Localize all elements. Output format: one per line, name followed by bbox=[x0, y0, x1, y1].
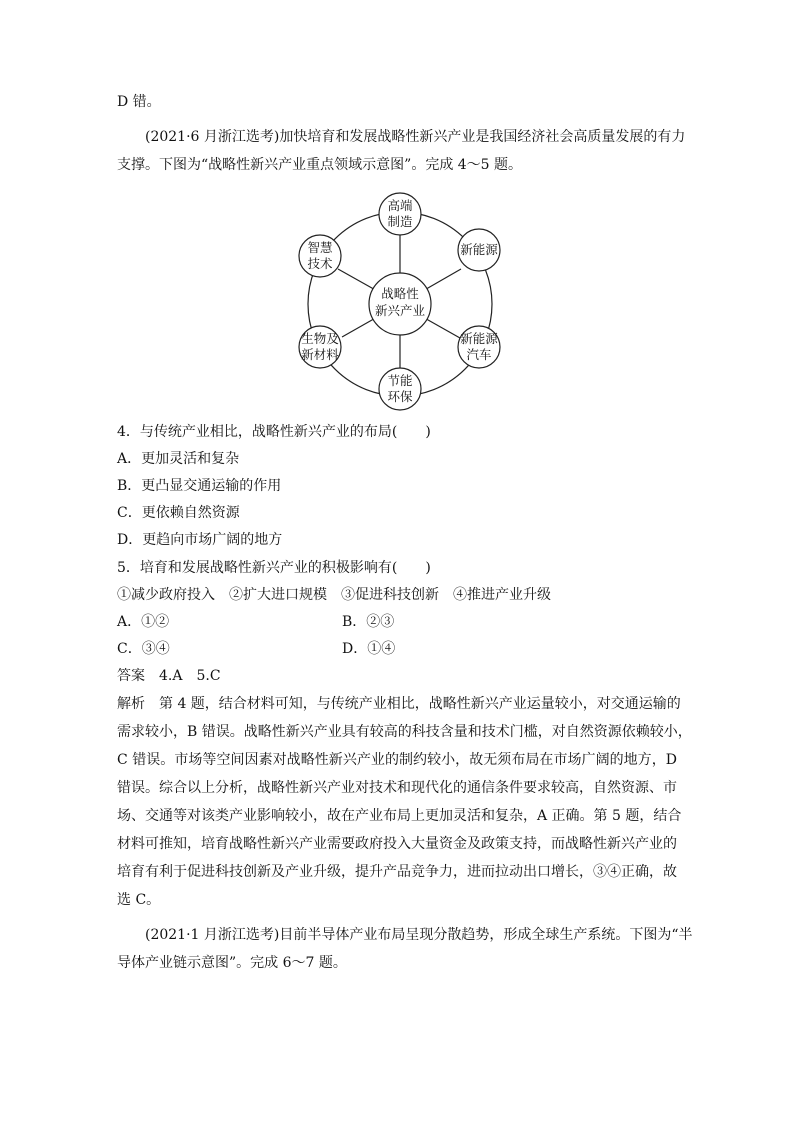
answer-line: 答案 4.A 5.C bbox=[117, 668, 221, 684]
explanation-line-5: 场、交通等对该类产业影响较小，故在产业布局上更加灵活和复杂，A 正确。第 5 题，结合 bbox=[117, 808, 682, 824]
node-top-label-2: 制造 bbox=[387, 214, 413, 229]
node-upper-left-label-2: 技术 bbox=[307, 256, 333, 271]
question-5-option-d: D．①④ bbox=[342, 641, 396, 657]
next-paragraph-line-2: 导体产业链示意图”。完成 6～7 题。 bbox=[117, 955, 347, 971]
node-lower-left-label-1: 生物及 bbox=[301, 331, 339, 346]
node-upper-right-label: 新能源 bbox=[460, 242, 498, 257]
explanation-line-1: 解析 第 4 题，结合材料可知，与传统产业相比，战略性新兴产业运量较小，对交通运输的 bbox=[117, 696, 681, 712]
question-4-option-a: A．更加灵活和复杂 bbox=[117, 451, 240, 467]
node-lower-left-label-2: 新材料 bbox=[301, 347, 339, 362]
node-bottom-label-2: 环保 bbox=[387, 389, 413, 404]
question-5-stem: 5．培育和发展战略性新兴产业的积极影响有( ) bbox=[117, 560, 431, 576]
explanation-line-6: 材料可推知，培育战略性新兴产业需要政府投入大量资金及政策支持，而战略性新兴产业的 bbox=[117, 836, 677, 852]
explanation-line-3: C 错误。市场等空间因素对战略性新兴产业的制约较小，故无须布局在市场广阔的地方，D bbox=[117, 752, 677, 768]
question-4-option-d: D．更趋向市场广阔的地方 bbox=[117, 532, 283, 548]
question-5-option-a: A．①② bbox=[117, 614, 170, 630]
node-lower-right-label-2: 汽车 bbox=[466, 347, 492, 362]
question-5-statements: ①减少政府投入 ②扩大进口规模 ③促进科技创新 ④推进产业升级 bbox=[117, 587, 551, 603]
node-top-label-1: 高端 bbox=[387, 198, 413, 213]
center-label-2: 新兴产业 bbox=[374, 303, 426, 318]
question-5-option-b: B．②③ bbox=[342, 614, 395, 630]
intro-paragraph-line-1: (2021·6 月浙江选考)加快培育和发展战略性新兴产业是我国经济社会高质量发展的有力 bbox=[145, 129, 686, 145]
strategic-industries-diagram bbox=[290, 190, 512, 412]
prev-answer-tail: D 错。 bbox=[117, 94, 161, 110]
node-upper-left-label-1: 智慧 bbox=[307, 240, 333, 255]
question-4-option-b: B．更凸显交通运输的作用 bbox=[117, 478, 282, 494]
question-4-stem: 4．与传统产业相比，战略性新兴产业的布局( ) bbox=[117, 424, 431, 440]
intro-paragraph-line-2: 支撑。下图为“战略性新兴产业重点领域示意图”。完成 4～5 题。 bbox=[117, 157, 523, 173]
center-label-1: 战略性 bbox=[381, 286, 419, 301]
node-lower-right-label-1: 新能源 bbox=[460, 331, 498, 346]
explanation-line-7: 培育有利于促进科技创新及产业升级，提升产品竞争力，进而拉动出口增长，③④正确，故 bbox=[117, 864, 677, 880]
explanation-line-4: 错误。综合以上分析，战略性新兴产业对技术和现代化的通信条件要求较高，自然资源、市 bbox=[117, 780, 677, 796]
question-5-option-c: C．③④ bbox=[117, 641, 170, 657]
node-bottom-label-1: 节能 bbox=[387, 373, 413, 388]
explanation-line-2: 需求较小，B 错误。战略性新兴产业具有较高的科技含量和技术门槛，对自然资源依赖较小， bbox=[117, 724, 692, 740]
next-paragraph-line-1: (2021·1 月浙江选考)目前半导体产业布局呈现分散趋势，形成全球生产系统。下图为“半 bbox=[145, 927, 693, 943]
explanation-line-8: 选 C。 bbox=[117, 892, 161, 908]
question-4-option-c: C．更依赖自然资源 bbox=[117, 505, 240, 521]
